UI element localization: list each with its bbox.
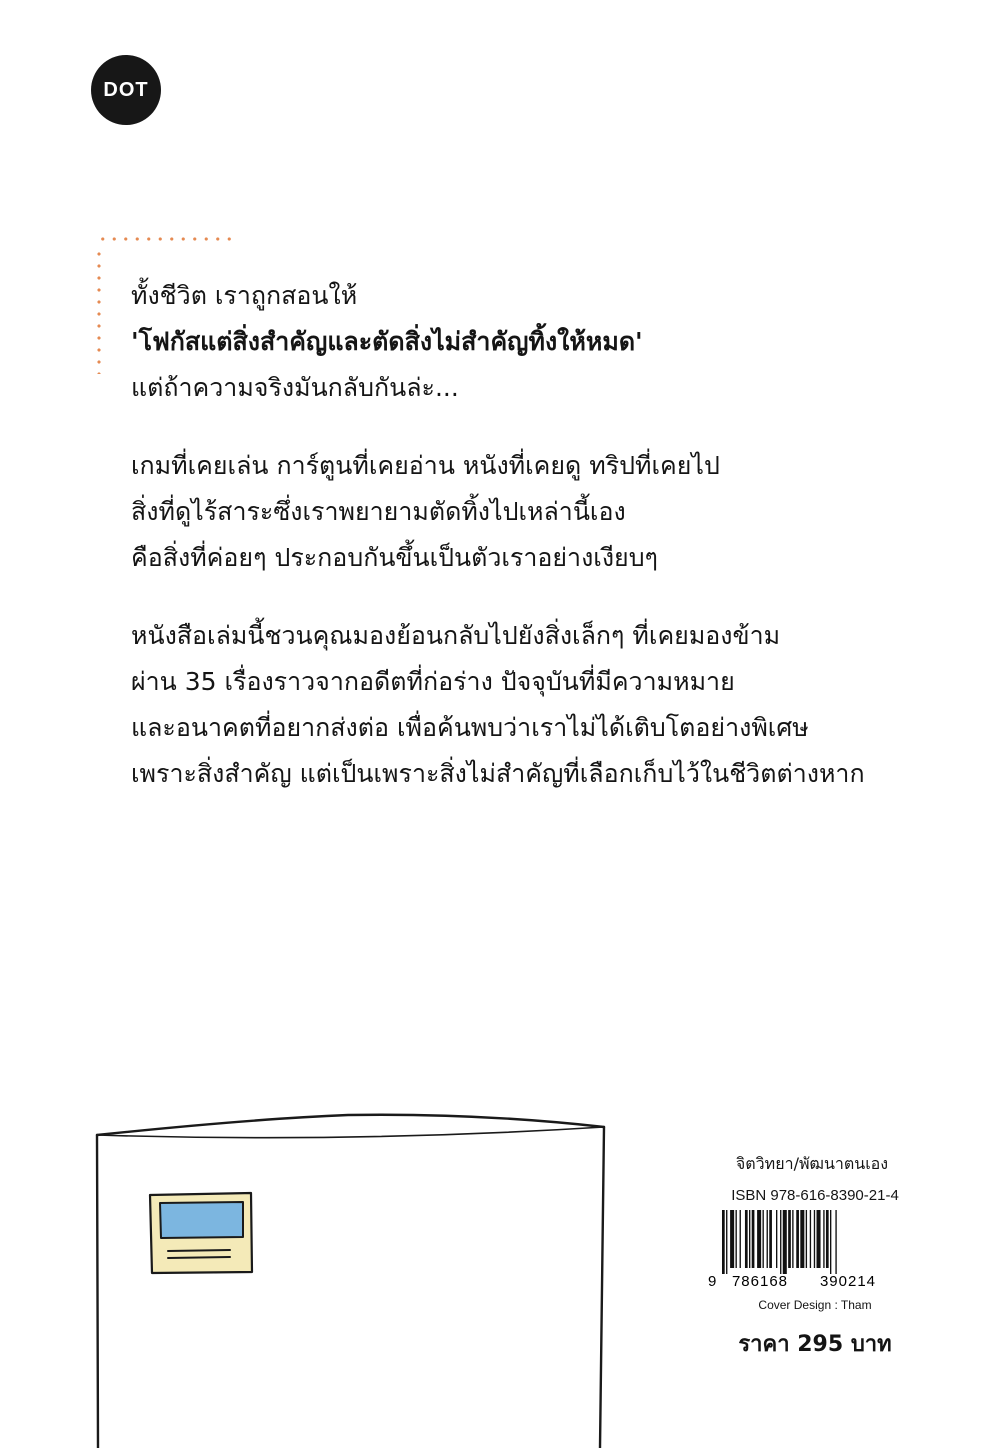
barcode-bar xyxy=(817,1210,821,1268)
book-info-block xyxy=(700,1152,930,1361)
barcode-bar xyxy=(757,1210,761,1268)
isbn-label: ISBN 978-616-8390-21-4 xyxy=(731,1187,899,1204)
barcode-bar xyxy=(806,1210,807,1268)
barcode-bars xyxy=(722,1210,837,1274)
barcode-bar xyxy=(814,1210,815,1268)
paragraph-2-line: คือสิ่งที่ค่อยๆ ประกอบกันขึ้นเป็นตัวเราอย่างเงียบๆ xyxy=(131,543,658,572)
paragraph-3 xyxy=(131,613,971,797)
paragraph-2 xyxy=(131,443,971,581)
barcode-bar xyxy=(736,1210,737,1268)
barcode-bar xyxy=(769,1210,772,1268)
barcode-bar xyxy=(826,1210,829,1268)
publisher-logo xyxy=(91,55,161,125)
barcode-bar xyxy=(800,1210,804,1268)
price-label: ราคา 295 บาท xyxy=(738,1332,892,1357)
intro-line-1: ทั้งชีวิต เราถูกสอนให้ xyxy=(131,281,358,310)
barcode-bar xyxy=(740,1210,741,1268)
intro-quote: 'โฟกัสแต่สิ่งสำคัญและตัดสิ่งไม่สำคัญทิ้งให้หมด' xyxy=(131,327,643,356)
barcode-bar xyxy=(830,1210,831,1274)
barcode-bar xyxy=(783,1210,787,1274)
barcode-bar xyxy=(810,1210,811,1268)
barcode-bar xyxy=(726,1210,727,1274)
barcode-bar xyxy=(763,1210,764,1268)
paragraph-2-line: เกมที่เคยเล่น การ์ตูนที่เคยอ่าน หนังที่เคยดู ทริปที่เคยไป xyxy=(131,451,720,480)
barcode-bar xyxy=(792,1210,793,1268)
cover-design-credit: Cover Design : Tham xyxy=(758,1298,872,1312)
paragraph-3-line: และอนาคตที่อยากส่งต่อ เพื่อค้นพบว่าเราไม่ได้เติบโตอย่างพิเศษ xyxy=(131,713,809,742)
barcode-bar xyxy=(722,1210,725,1274)
barcode-bar xyxy=(796,1210,799,1268)
barcode-bar xyxy=(767,1210,768,1268)
paragraph-3-line: เพราะสิ่งสำคัญ แต่เป็นเพราะสิ่งไม่สำคัญที่เลือกเก็บไว้ในชีวิตต่างหาก xyxy=(131,759,865,788)
barcode-bar xyxy=(788,1210,791,1268)
dotted-line-horizontal xyxy=(97,236,237,242)
barcode-digits-left: 786168 xyxy=(731,1273,789,1288)
barcode-graphic xyxy=(700,1208,900,1288)
barcode-bar xyxy=(780,1210,781,1274)
barcode-bar xyxy=(752,1210,755,1268)
barcode-bar xyxy=(835,1210,836,1274)
logo-text: DOT xyxy=(103,78,149,101)
barcode-bar xyxy=(823,1210,824,1268)
paragraph-2-line: สิ่งที่ดูไร้สาระซึ่งเราพยายามตัดทิ้งไปเหล่านี้เอง xyxy=(131,497,626,526)
barcode-bar xyxy=(749,1210,750,1268)
book-category: จิตวิทยา/พัฒนาตนเอง xyxy=(735,1154,889,1173)
paragraph-3-line: ผ่าน 35 เรื่องราวจากอดีตที่ก่อร่าง ปัจจุบันที่มีความหมาย xyxy=(131,667,735,696)
barcode-digit-first: 9 xyxy=(708,1273,717,1288)
intro-paragraph xyxy=(131,273,971,411)
intro-line-3: แต่ถ้าความจริงมันกลับกันล่ะ... xyxy=(131,373,459,402)
barcode xyxy=(700,1208,930,1288)
barcode-bar xyxy=(745,1210,748,1268)
picture-frame-icon xyxy=(150,1193,252,1273)
box-illustration xyxy=(0,1105,620,1448)
paragraph-3-line: หนังสือเล่มนี้ชวนคุณมองย้อนกลับไปยังสิ่งเล็กๆ ที่เคยมองข้าม xyxy=(131,621,781,650)
barcode-bar xyxy=(776,1210,777,1268)
dotted-line-vertical xyxy=(96,248,102,374)
barcode-bar xyxy=(730,1210,734,1268)
barcode-digits-right: 390214 xyxy=(819,1273,877,1288)
